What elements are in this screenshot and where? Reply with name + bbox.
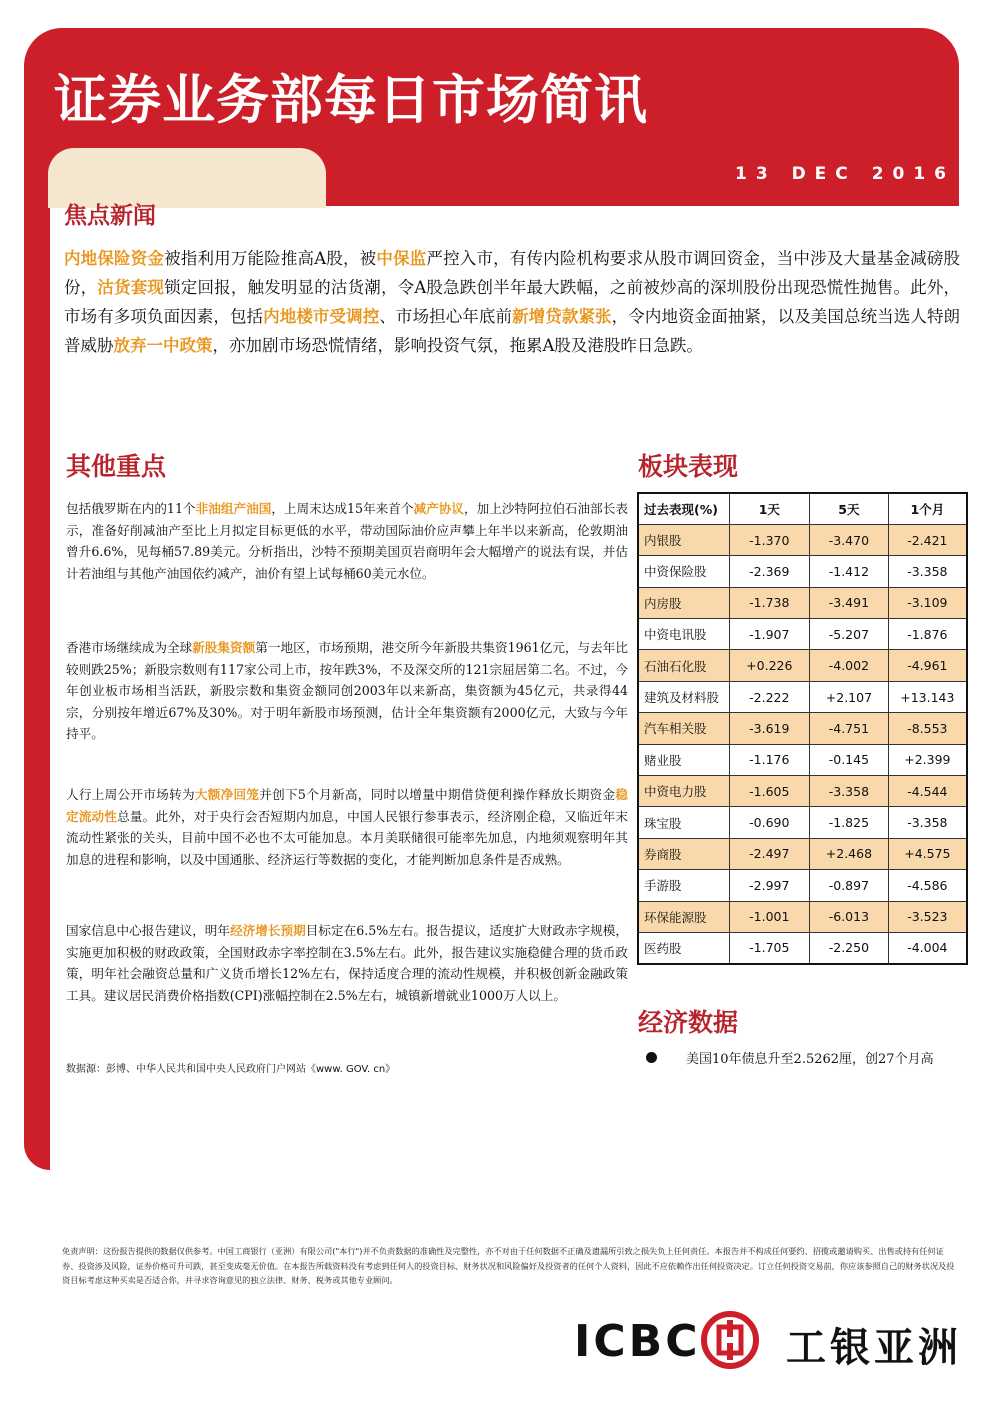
focus-news-body [64,244,960,360]
highlight-keyword: 经济增长预期 [230,923,306,938]
other-paragraph-oil [66,498,628,584]
sector-name-cell: 珠宝股 [638,807,729,838]
sector-name-cell: 中资电力股 [638,776,729,807]
change-1d-cell: -1.605 [729,776,810,807]
table-row [638,587,967,618]
change-1d-cell: -1.705 [729,932,810,963]
sector-name-cell: 中资保险股 [638,556,729,587]
economic-data-heading: 经济数据 [638,1008,739,1037]
change-1m-cell: -1.876 [888,619,967,650]
sector-name-cell: 内房股 [638,587,729,618]
icbc-emblem-icon [700,1310,760,1370]
change-1m-cell: -4.544 [888,776,967,807]
change-1m-cell: -3.523 [888,901,967,932]
sector-name-cell: 内银股 [638,524,729,555]
table-row [638,901,967,932]
change-1m-cell: -3.358 [888,807,967,838]
table-body [638,524,967,963]
disclaimer-text: 免责声明：这份报告提供的数据仅供参考。中国工商银行（亚洲）有限公司("本行")并不负责数据的准确性及完整性，亦不对由于任何数据不正确及遗漏所引致之损失负上任何责任。本报告并不构成任何要约、招揽或邀请购买、出售或持有任何证券、投资涉及风险，证券价格可升可跌，甚至变成毫无价值。在本报告所载资料没有考虑到任何人的投资目标、财务状况和风险偏好及投资者的任何个人资料，因此不应依赖作出任何投资决定。订立任何投资交易前，你应该参照自己的财务状况及投资目标考虑这种买卖是否适合你，并寻求咨询意见的独立法律、财务、税务或其他专业顾问。 [62,1246,955,1285]
table-row [638,838,967,869]
body-text: 包括俄罗斯在内的11个 [66,501,196,516]
highlight-keyword: 稳定流动性 [66,787,629,824]
sector-name-cell: 中资电讯股 [638,619,729,650]
change-1d-cell: -1.907 [729,619,810,650]
change-5d-cell: -3.470 [810,524,889,555]
left-accent-strip [24,180,50,1170]
body-text: 、市场担心年底前 [379,307,513,326]
change-5d-cell: -1.825 [810,807,889,838]
change-1m-cell: -3.109 [888,587,967,618]
table-row [638,807,967,838]
icbc-logo-text: ICBC [574,1316,701,1367]
sector-name-cell: 医药股 [638,932,729,963]
change-1m-cell: -4.004 [888,932,967,963]
change-1d-cell: -2.997 [729,870,810,901]
change-5d-cell: -3.491 [810,587,889,618]
change-1m-cell: +2.399 [888,744,967,775]
body-text: 国家信息中心报告建议，明年 [66,923,231,938]
other-paragraph-pboc [66,784,628,870]
change-5d-cell: -0.145 [810,744,889,775]
highlight-keyword: 中保监 [376,249,427,268]
change-5d-cell: -5.207 [810,619,889,650]
body-text: 总量。此外，对于央行会否短期内加息，中国人民银行参事表示，经济刚企稳，又临近年末流动性紧张的关头，目前中国不必也不太可能加息。本月美联储很可能率先加息，内地须观察明年其加息的进程和影响，以及中国通胀、经济运行等数据的变化，才能判断加息条件是否成熟。 [66,808,629,867]
table-header-row [638,493,967,524]
body-text: 第一地区，市场预期，港交所今年新股共集资1961亿元，与去年比较则跌25%；新股宗数则有117家公司上市，按年跌3%，不及深交所的121宗屈居第二名。不过，今年创业板市场相当活跃，新股宗数和集资金额同创2003年以来新高，集资额为45亿元，共录得44宗，分别按年增近67%及30%。对于明年新股市场预测，估计全年集资额有2000亿元，大致与今年持平。 [66,640,629,741]
change-5d-cell: -4.002 [810,650,889,681]
change-1d-cell: -1.176 [729,744,810,775]
change-5d-cell: -6.013 [810,901,889,932]
change-1d-cell: -1.001 [729,901,810,932]
change-1d-cell: -1.738 [729,587,810,618]
change-1d-cell: -2.497 [729,838,810,869]
other-paragraph-growth [66,920,628,1006]
sector-name-cell: 赌业股 [638,744,729,775]
body-text: 被指利用万能险推高A股，被 [164,249,377,268]
change-1d-cell: -2.222 [729,681,810,712]
change-5d-cell: +2.468 [810,838,889,869]
change-1d-cell: +0.226 [729,650,810,681]
body-text: 并创下5个月新高，同时以增量中期借贷便利操作释放长期资金 [259,787,616,802]
body-text: 严控入市，有传内险机构要求从股市调回资金，当中涉及大量基金减磅股份， [64,249,961,297]
table-row [638,524,967,555]
change-5d-cell: -3.358 [810,776,889,807]
table-row [638,870,967,901]
change-1d-cell: -2.369 [729,556,810,587]
data-source-note: 数据源：彭博、中华人民共和国中央人民政府门户网站《www. GOV. cn》 [66,1064,396,1075]
other-highlights-heading: 其他重点 [66,452,167,481]
table-row [638,776,967,807]
change-5d-cell: -4.751 [810,713,889,744]
change-1m-cell: +4.575 [888,838,967,869]
other-paragraph-ipo [66,637,628,745]
sector-name-cell: 汽车相关股 [638,713,729,744]
highlight-keyword: 减产协议 [413,501,464,516]
body-text: 锁定回报，触发明显的沽货潮，令A股急跌创半年最大跌幅，之前被炒高的深圳股份出现恐慌性抛售。此外，市场有多项负面因素，包括 [64,278,961,326]
table-row [638,556,967,587]
change-1m-cell: -4.586 [888,870,967,901]
change-1m-cell: +13.143 [888,681,967,712]
bullet-dot-icon [646,1052,657,1063]
change-1d-cell: -1.370 [729,524,810,555]
change-1d-cell: -0.690 [729,807,810,838]
body-text: ，上周末达成15年来首个 [271,501,414,516]
change-1m-cell: -8.553 [888,713,967,744]
body-text: 香港市场继续成为全球 [66,640,193,655]
column-header-5d: 5天 [810,493,889,524]
sector-name-cell: 石油石化股 [638,650,729,681]
highlight-keyword: 沽货套现 [97,278,165,297]
body-text: 人行上周公开市场转为 [66,787,195,802]
highlight-keyword: 新增贷款紧张 [512,307,612,326]
sector-name-cell: 手游股 [638,870,729,901]
column-header-period: 过去表现(%) [638,493,729,524]
table-row [638,681,967,712]
change-5d-cell: -1.412 [810,556,889,587]
icbc-asia-logo-text: 工银亚洲 [786,1325,962,1371]
report-date: 13 DEC 2016 [735,164,956,184]
page-title: 证券业务部每日市场简讯 [54,70,648,131]
body-text: ，加上沙特阿拉伯石油部长表示，准备好削减油产至比上月拟定目标更低的水平，带动国际油价应声攀上年半以来新高，伦敦期油曾升6.6%，见每桶57.89美元。分析指出，沙特不预期美国页岩商明年会大幅增产的说法有误，并估计若油组与其他产油国依约减产，油价有望上试每桶60美元水位。 [66,501,628,581]
change-5d-cell: +2.107 [810,681,889,712]
focus-news-heading: 焦点新闻 [64,203,156,229]
body-text: 目标定在6.5%左右。报告提议，适度扩大财政赤字规模，实施更加积极的财政政策，全国财政赤字率控制在3.5%左右。此外，报告建议实施稳健合理的货币政策，明年社会融资总量和广义货币增长12%左右，保持适度合理的流动性规模，并积极创新金融政策工具。建议居民消费价格指数(CPI)涨幅控制在2.5%左右，城镇新增就业1000万人以上。 [66,923,629,1003]
change-1m-cell: -3.358 [888,556,967,587]
change-5d-cell: -0.897 [810,870,889,901]
body-text: ，亦加剧市场恐慌情绪，影响投资气氛，拖累A股及港股昨日急跌。 [212,336,703,355]
sector-name-cell: 环保能源股 [638,901,729,932]
table-row [638,619,967,650]
highlight-keyword: 非油组产油国 [195,501,272,516]
change-1d-cell: -3.619 [729,713,810,744]
column-header-1d: 1天 [729,493,810,524]
highlight-keyword: 放弃一中政策 [113,336,213,355]
sector-performance-table [637,492,968,965]
sector-name-cell: 券商股 [638,838,729,869]
body-text: ，令内地资金面抽紧，以及美国总统当选人特朗普威胁 [64,307,961,355]
column-header-1m: 1个月 [888,493,967,524]
economic-bullet-item: 美国10年债息升至2.5262厘，创27个月高 [686,1052,934,1067]
table-row [638,713,967,744]
change-5d-cell: -2.250 [810,932,889,963]
table-row [638,650,967,681]
change-1m-cell: -4.961 [888,650,967,681]
highlight-keyword: 新股集资额 [192,640,256,655]
table-row [638,932,967,963]
sector-name-cell: 建筑及材料股 [638,681,729,712]
change-1m-cell: -2.421 [888,524,967,555]
highlight-keyword: 内地保险资金 [64,249,165,268]
highlight-keyword: 大额净回笼 [194,787,260,802]
highlight-keyword: 内地楼市受调控 [263,307,380,326]
sector-performance-heading: 板块表现 [638,452,739,481]
table-row [638,744,967,775]
